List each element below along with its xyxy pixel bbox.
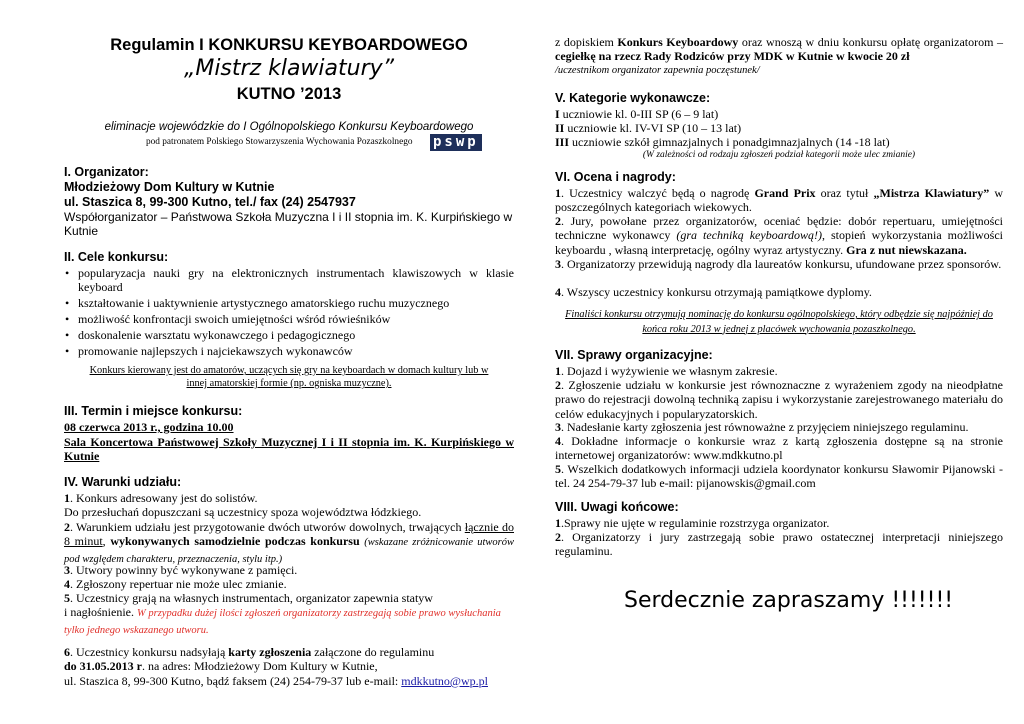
fee-note: /uczestnikom organizator zapewnia poczęstunek/ <box>555 65 760 76</box>
org-item: 4. Dokładne informacje o konkursie wraz z kartą zgłoszenia dostępne są na stronie internetowej organizatorów: www.mdkkutno.pl <box>555 434 1003 463</box>
category-item: II uczniowie kl. IV-VI SP (10 – 13 lat) <box>555 121 742 135</box>
closing-invitation: Serdecznie zapraszamy !!!!!!! <box>624 588 954 613</box>
award-3: 3. Organizatorzy przewidują nagrody dla laureatów konkursu, ufundowane przez sponsorów. <box>555 257 1002 271</box>
organizer-address: ul. Staszica 8, 99-300 Kutno, tel./ fax (24) 2547937 <box>64 195 356 209</box>
condition-1: 1. Konkurs adresowany jest do solistów. Do przesłuchań dopuszczani są uczestnicy spoza województwa łódzkiego. <box>64 491 422 520</box>
condition-5: 5. Uczestnicy grają na własnych instrumentach, organizator zapewnia statyw i nagłośnienie. W przypadku dużej ilości zgłoszeń organizatorzy zastrzegają sobie prawo wysłuchania tylko jednego wskazanego utworu. <box>64 591 501 636</box>
patronage-text: pod patronatem Polskiego Stowarzyszenia Wychowania Pozaszkolnego <box>146 137 413 147</box>
condition-2: 2. Warunkiem udziału jest przygotowanie dwóch utworów dowolnych, trwających łącznie do 8 minut, wykonywanych samodzielnie podczas konkursu (wskazane zróżnicowanie utworów pod względem charakteru, przeznaczenia, stylu itp.) <box>64 520 515 565</box>
category-item: I uczniowie kl. 0-III SP (6 – 9 lat) <box>555 107 719 121</box>
goal-item: • możliwość konfrontacji swoich umiejętności wśród rówieśników <box>78 312 514 326</box>
finalists-note: Finaliści konkursu otrzymują nominację do konkursu ogólnopolskiego, który odbędzie się najpóźniej do końca roku 2013 w jednej z placówek wychowania pozaszkolnego. <box>565 309 993 335</box>
contest-venue: Sala Koncertowa Państwowej Szkoły Muzycznej I i II stopnia im. K. Kurpińskiego w Kutnie <box>64 435 514 464</box>
condition-6: 6. Uczestnicy konkursu nadsyłają karty zgłoszenia załączone do regulaminu do 31.05.2013 r. na adres: Młodzieżowy Dom Kultury w Kutnie, ul. Staszica 8, 99-300 Kutno, bądź faksem (24) 254-79-37 lub e-mail: mdkkutno@wp.pl <box>64 645 488 688</box>
goal-item: • popularyzacja nauki gry na elektronicznych instrumentach klawiszowych w klasie keyboard <box>78 266 514 295</box>
goal-item: • doskonalenie warsztatu wykonawczego i pedagogicznego <box>78 328 514 342</box>
org-item: 2. Zgłoszenie udziału w konkursie jest równoznaczne z wyrażeniem zgody na nieodpłatne prawo do rejestracji dowolną techniką zapisu i wykorzystanie zarejestrowanego materiału do celów edukacyjnych i popularyzatorskich. <box>555 378 1003 421</box>
final-item: 2. Organizatorzy i jury zastrzegają sobie prawo ostatecznej interpretacji niniejszego regulaminu. <box>555 530 1003 559</box>
section-heading-term: III. Termin i miejsce konkursu: <box>64 404 243 418</box>
final-item: 1.Sprawy nie ujęte w regulaminie rozstrzyga organizator. <box>555 516 830 530</box>
section-heading-categories: V. Kategorie wykonawcze: <box>555 91 711 105</box>
section-heading-organizational: VII. Sprawy organizacyjne: <box>555 348 713 362</box>
section-heading-goals: II. Cele konkursu: <box>64 250 169 264</box>
doc-title-motto: „Mistrz klawiatury” <box>183 56 395 81</box>
award-2: 2. Jury, powołane przez organizatorów, oceniać będzie: dobór repertuaru, umiejętności techniczne wykonawcy (gra techniką keyboardową!), stopień wykorzystania możliwości keyboardu , własną interpretację, ogólny wyraz artystyczny. Gra z nut niewskazana. <box>555 214 1003 257</box>
award-1: 1. Uczestnicy walczyć będą o nagrodę Grand Prix oraz tytuł „Mistrza Klawiatury” w poszczególnych kategoriach wiekowych. <box>555 186 1003 215</box>
org-item: 5. Wszelkich dodatkowych informacji udziela koordynator konkursu Sławomir Pijanowski - tel. 24 254-79-37 lub e-mail: pijanowskis@gmail.com <box>555 462 1003 491</box>
org-item: 1. Dojazd i wyżywienie we własnym zakresie. <box>555 364 778 378</box>
award-4: 4. Wszyscy uczestnicy konkursu otrzymają pamiątkowe dyplomy. <box>555 285 872 299</box>
org-item: 3. Nadesłanie karty zgłoszenia jest równoważne z przyjęciem niniejszego regulaminu. <box>555 420 969 434</box>
doc-subtitle: eliminacje wojewódzkie do I Ogólnopolskiego Konkursu Keyboardowego <box>104 121 474 133</box>
pswp-logo: pswp <box>430 134 482 151</box>
contest-date: 08 czerwca 2013 r., godzina 10.00 <box>64 420 234 434</box>
coorganizer: Współorganizator – Państwowa Szkoła Muzyczna I i II stopnia im. K. Kurpińskiego w Kutnie <box>64 210 513 238</box>
condition-4: 4. Zgłoszony repertuar nie może ulec zmianie. <box>64 577 287 591</box>
goal-item: • promowanie najlepszych i najciekawszych wykonawców <box>78 344 514 358</box>
doc-title-city-year: KUTNO ’2013 <box>236 85 342 103</box>
section-heading-awards: VI. Ocena i nagrody: <box>555 170 676 184</box>
goals-list <box>64 266 514 360</box>
section-heading-organizer: I. Organizator: <box>64 165 149 179</box>
section-heading-final: VIII. Uwagi końcowe: <box>555 500 679 514</box>
doc-title: Regulamin I KONKURSU KEYBOARDOWEGO <box>110 36 468 54</box>
organizer-name: Młodzieżowy Dom Kultury w Kutnie <box>64 180 275 194</box>
fee-info: z dopiskiem Konkurs Keyboardowy oraz wnoszą w dniu konkursu opłatę organizatorom – cegiełkę na rzecz Rady Rodziców przy MDK w Kutnie w kwocie 20 zł <box>555 35 1003 64</box>
condition-3: 3. Utwory powinny być wykonywane z pamięci. <box>64 563 298 577</box>
email-link[interactable]: mdkkutno@wp.pl <box>401 673 488 688</box>
categories-note: (W zależności od rodzaju zgłoszeń podział kategorii może ulec zmianie) <box>642 150 916 160</box>
category-item: III uczniowie szkół gimnazjalnych i ponadgimnazjalnych (14 -18 lat) <box>555 135 890 149</box>
goal-item: • kształtowanie i uaktywnienie artystycznego amatorskiego ruchu muzycznego <box>78 296 514 310</box>
audience-note: Konkurs kierowany jest do amatorów, uczących się gry na keyboardach w domach kultury lub w innej amatorskiej formie (np. ogniska muzyczne). <box>89 365 489 389</box>
section-heading-conditions: IV. Warunki udziału: <box>64 475 182 489</box>
